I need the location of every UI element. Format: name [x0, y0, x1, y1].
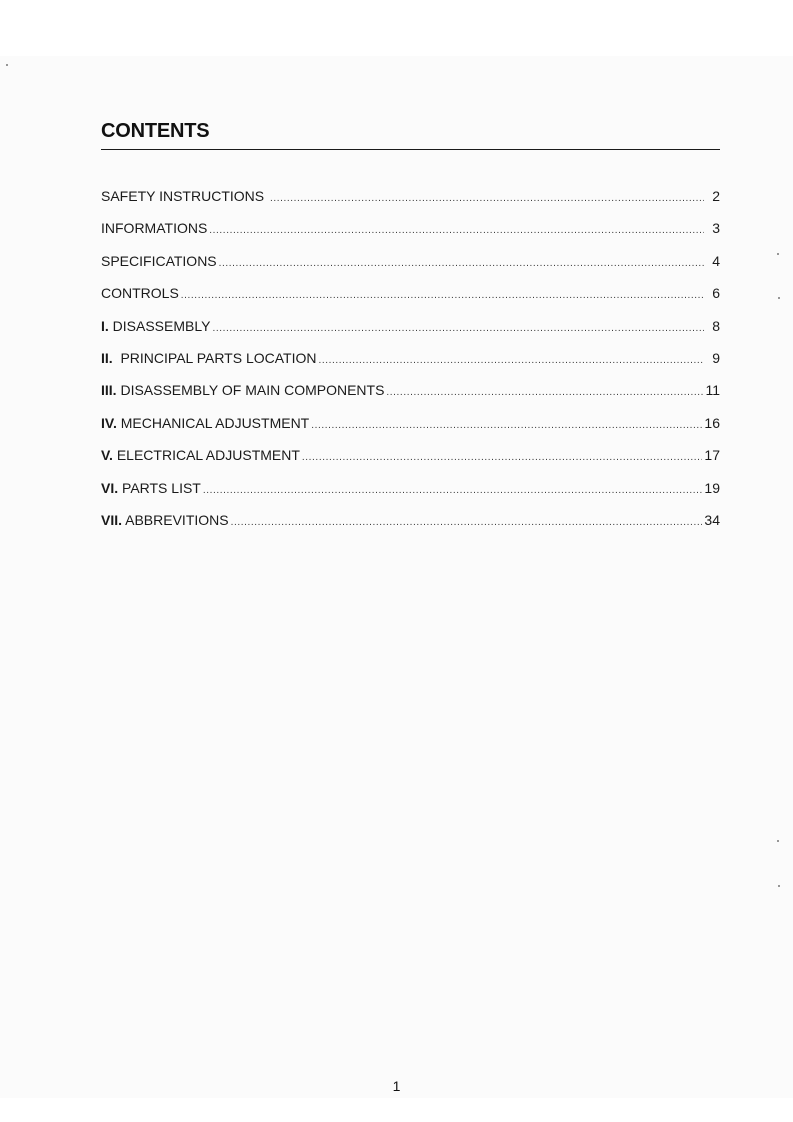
toc-entry-page: 17	[704, 447, 720, 464]
contents-heading: CONTENTS	[101, 120, 210, 142]
toc-entry-title: SAFETY INSTRUCTIONS	[101, 188, 268, 204]
toc-entry-specifications[interactable]	[101, 253, 720, 285]
toc-entry-page: 8	[712, 317, 720, 334]
toc-entry-title: CONTROLS	[101, 285, 179, 302]
toc-entry-page: 4	[712, 252, 720, 269]
toc-entry-safety-instructions[interactable]	[101, 188, 720, 220]
toc-entry-controls[interactable]	[101, 285, 720, 317]
toc-entry-abbrevitions[interactable]	[101, 512, 720, 544]
dot-leader	[270, 193, 704, 204]
toc-entry-disassembly-of-main-components[interactable]	[101, 382, 720, 414]
dot-leader	[302, 452, 703, 463]
toc-entry-principal-parts-location[interactable]	[101, 350, 720, 382]
toc-entry-title: SPECIFICATIONS	[101, 252, 217, 269]
dot-leader	[386, 387, 703, 398]
scan-speck	[778, 885, 780, 887]
dot-leader	[311, 420, 702, 431]
dot-leader	[212, 323, 704, 334]
scan-speck	[777, 253, 779, 255]
dot-leader	[231, 517, 703, 528]
toc-entry-mechanical-adjustment[interactable]	[101, 415, 720, 447]
toc-entry-page: 3	[712, 220, 720, 237]
dot-leader	[319, 355, 705, 366]
toc-entry-parts-list[interactable]	[101, 480, 720, 512]
toc-entry-title: ELECTRICAL ADJUSTMENT	[112, 447, 300, 464]
toc-entry-title: DISASSEMBLY	[108, 317, 211, 334]
toc-entry-prefix: II.	[101, 349, 113, 366]
toc-entry-page: 6	[712, 285, 720, 302]
toc-entry-prefix: VI.	[101, 479, 119, 496]
dot-leader	[219, 258, 704, 269]
table-of-contents	[101, 188, 720, 544]
dot-leader	[209, 225, 704, 236]
toc-entry-title: ABBREVITIONS	[122, 511, 229, 528]
toc-entry-page: 34	[704, 511, 720, 528]
toc-entry-page: 2	[712, 188, 720, 204]
toc-entry-prefix: I.	[101, 317, 109, 334]
toc-entry-page: 19	[704, 479, 720, 496]
toc-entry-prefix: VII.	[101, 511, 123, 528]
scan-speck	[6, 64, 8, 66]
toc-entry-title: DISASSEMBLY OF MAIN COMPONENTS	[116, 382, 385, 399]
toc-entry-electrical-adjustment[interactable]	[101, 447, 720, 479]
toc-entry-title: MECHANICAL ADJUSTMENT	[116, 414, 310, 431]
heading-rule	[101, 149, 720, 150]
page-number: 1	[392, 1078, 401, 1094]
toc-entry-prefix: V.	[101, 447, 113, 464]
dot-leader	[181, 290, 704, 301]
toc-entry-title: PARTS LIST	[118, 479, 201, 496]
toc-entry-title: INFORMATIONS	[101, 220, 208, 237]
toc-entry-disassembly[interactable]	[101, 318, 720, 350]
toc-entry-prefix: III.	[101, 382, 117, 399]
toc-entry-page: 9	[712, 349, 720, 366]
scan-speck	[777, 840, 779, 842]
toc-entry-page: 16	[704, 414, 720, 431]
toc-entry-informations[interactable]	[101, 220, 720, 252]
toc-entry-prefix: IV.	[101, 414, 117, 431]
toc-entry-page: 11	[705, 382, 720, 399]
dot-leader	[203, 485, 703, 496]
toc-entry-title: PRINCIPAL PARTS LOCATION	[112, 349, 317, 366]
scan-speck	[778, 297, 780, 299]
